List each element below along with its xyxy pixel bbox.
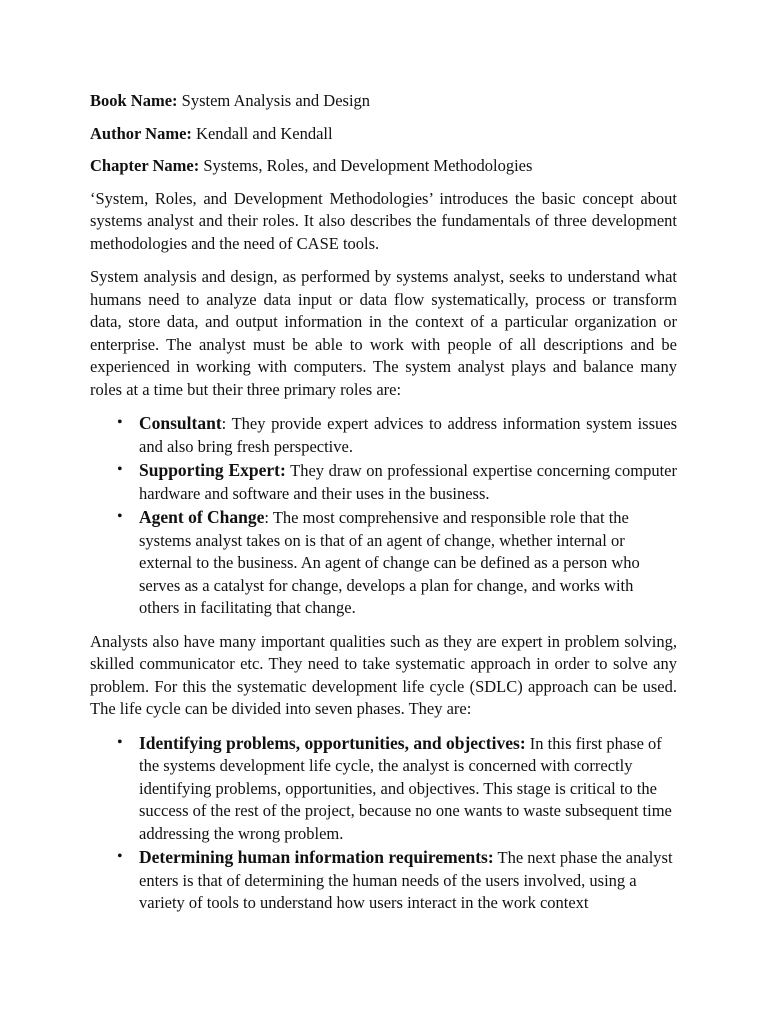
chapter-name-value: Systems, Roles, and Development Methodologies	[203, 156, 533, 175]
bullet-icon: •	[117, 414, 123, 431]
chapter-name-label: Chapter Name:	[90, 156, 200, 175]
list-item	[90, 412, 677, 458]
role-term: Supporting Expert:	[139, 460, 286, 480]
author-name-value: Kendall and Kendall	[196, 123, 333, 143]
role-text: : They provide expert advices to address information system issues and also bring fresh perspective.	[139, 414, 677, 456]
author-name-line	[90, 123, 677, 146]
role-text: : The most comprehensive and responsible role that the systems analyst takes on is that of an agent of change, whether internal or external to the business. An agent of change can be defined as a person who serves as a catalyst for change, develops a plan for change, and works with others in facilitating that change.	[139, 508, 640, 617]
list-item	[90, 846, 677, 915]
qualities-paragraph: Analysts also have many important qualities such as they are expert in problem solving, skilled communicator etc. They need to take systematic approach in order to solve any problem. For this the systematic development life cycle (SDLC) approach can be used. The life cycle can be divided into seven phases. They are:	[90, 631, 677, 718]
book-name-line	[90, 90, 677, 113]
phases-list	[90, 732, 677, 915]
phase-term: Determining human information requirements:	[139, 847, 494, 867]
intro-paragraph: ‘System, Roles, and Development Methodologies’ introduces the basic concept about systems analyst and their roles. It also describes the fundamentals of three development methodologies and the need of CASE tools.	[90, 188, 677, 253]
document-page	[90, 90, 677, 926]
roles-list	[90, 412, 677, 620]
role-term: Agent of Change	[139, 507, 265, 527]
list-item	[90, 459, 677, 505]
list-item	[90, 732, 677, 846]
phase-text: In this first phase of the systems development life cycle, the analyst is concerned with correctly identifying problems, opportunities, and objectives. This stage is critical to the success of the rest of the project, because no one wants to waste subsequent time addressing the wrong problem.	[139, 733, 672, 843]
list-item	[90, 506, 677, 620]
bullet-icon: •	[117, 733, 123, 751]
phase-term: Identifying problems, opportunities, and objectives:	[139, 732, 526, 753]
role-text: They draw on professional expertise concerning computer hardware and software and their uses in the business.	[139, 461, 677, 503]
bullet-icon: •	[117, 848, 123, 865]
book-name-value: System Analysis and Design	[181, 91, 371, 110]
book-name-label: Book Name:	[90, 91, 178, 110]
bullet-icon: •	[117, 461, 123, 478]
phase-text: The next phase the analyst enters is that of determining the human needs of the users involved, using a variety of tools to understand how users interact in the work context	[139, 848, 673, 912]
role-term: Consultant	[139, 413, 222, 433]
bullet-icon: •	[117, 508, 123, 525]
analysis-paragraph: System analysis and design, as performed by systems analyst, seeks to understand what humans need to analyze data input or data flow systematically, process or transform data, store data, and output information in the context of a particular organization or enterprise. The analyst must be able to work with people of all descriptions and be experienced in working with computers. The system analyst plays and balance many roles at a time but their three primary roles are:	[90, 267, 677, 399]
chapter-name-line	[90, 155, 677, 178]
author-name-label: Author Name:	[90, 123, 192, 143]
